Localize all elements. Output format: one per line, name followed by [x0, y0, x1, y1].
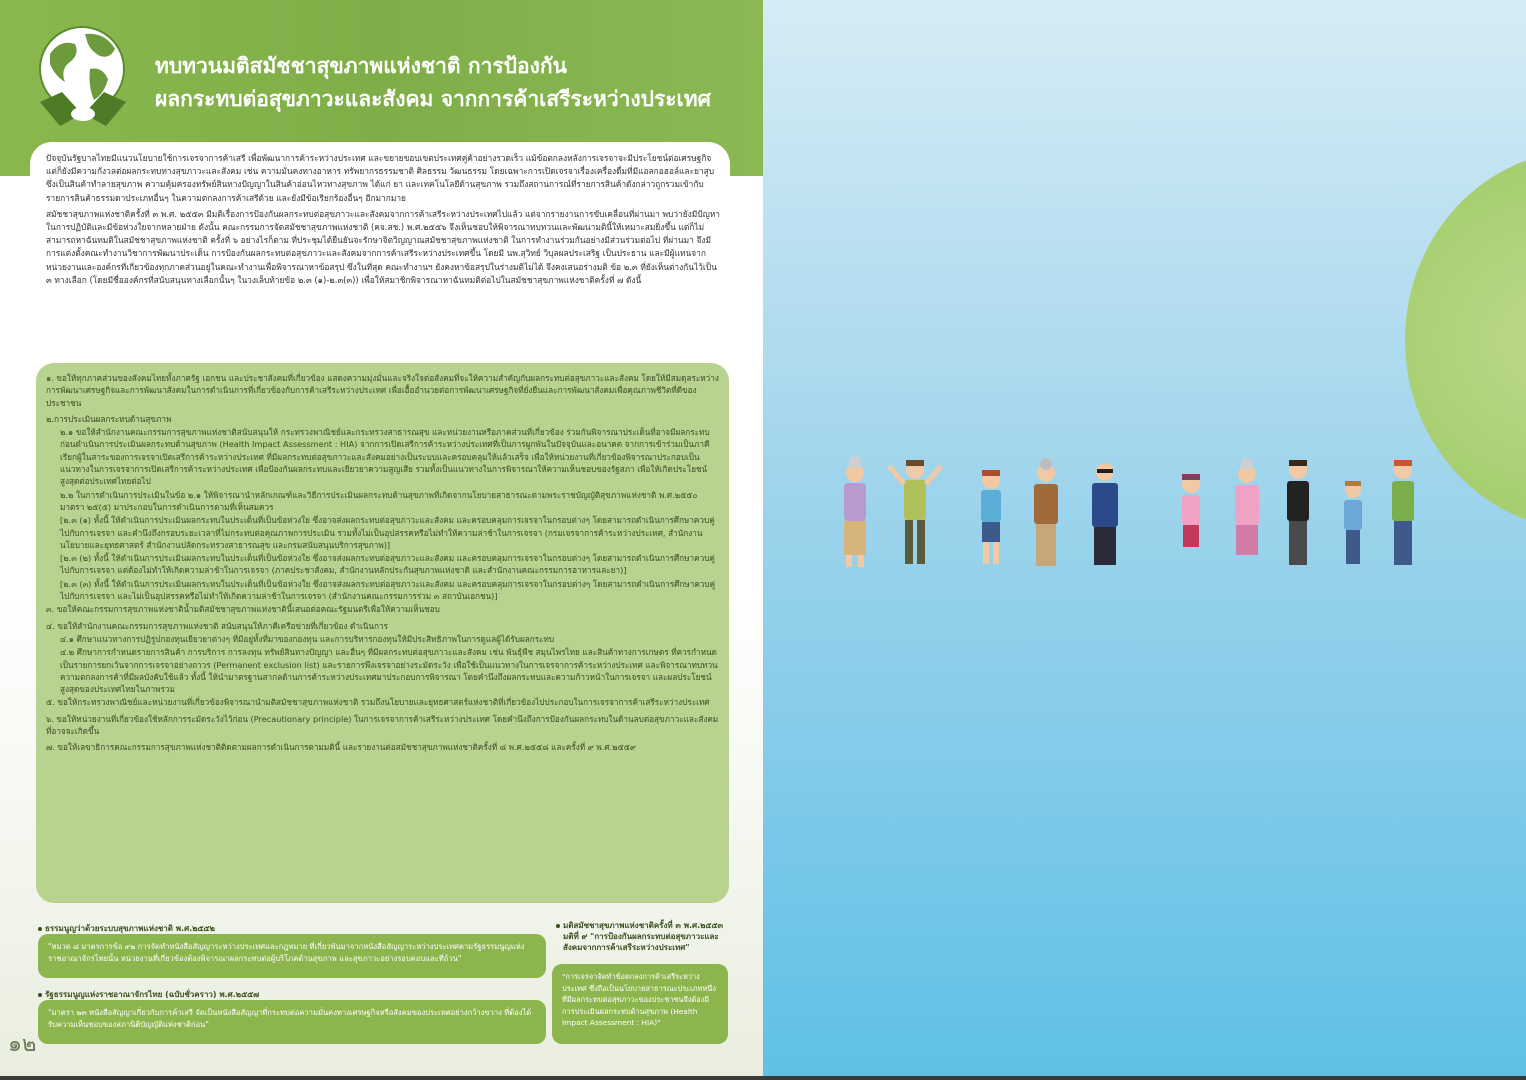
ref-box-b: "มาตรา ๒๓ หนังสือสัญญาเกี่ยวกับการค้าเสรี จัดเป็นหนังสือสัญญาที่กระทบต่อความมั่นคงทางเศรษฐกิจหรือสังคมของประเทศอย่างกว้างขวาง ที่ต้องได้รับความเห็นชอบของสภานิติบัญญัติแห่งชาติก่อน" [38, 1000, 546, 1044]
ref-box-a: "หมวด ๘ มาตรการข้อ ๙๒ การจัดทำหนังสือสัญญาระหว่างประเทศและกฎหมาย ที่เกี่ยวพันมาจากหนังสือสัญญาระหว่างประเทศตามรัฐธรรมนูญแห่งราชอาณาจักรไทยนั้น หน่วยงานที่เกี่ยวข้องต้องพิจารณาผลกระทบต่อผู้บริโภคด้านสุขภาพ และสุขภาวะอย่างรอบคอบและที่ถ้วน" [38, 934, 546, 978]
intro-text [46, 152, 721, 290]
resolution-item: ๓. ขอให้คณะกรรมการสุขภาพแห่งชาติน้ำมติสมัชชาสุขภาพแห่งชาตินี้เสนอต่อคณะรัฐมนตรีเพื่อให้ความเห็นชอบ [46, 604, 440, 615]
title-line-1: ทบทวนมติสมัชชาสุขภาพแห่งชาติ การป้องกัน [155, 54, 567, 78]
ref-box-c: "การเจรจาจัดทำข้อตกลงการค้าเสรีระหว่างประเทศ ซึ่งถือเป็นนโยบายสาธารณะประเภทหนึ่ง ที่มีผลกระทบต่อสุขภาวะของประชาชนจึงต้องมีการประเมินผลกระทบด้านสุขภาพ (Health Impact Assessment : HIA)" [552, 964, 728, 1044]
resolution-item: ๒.๑ ขอให้สำนักงานคณะกรรมการสุขภาพแห่งชาติสนับสนุนให้ กระทรวงพาณิชย์และกระทรวงสาธารณสุข และหน่วยงานหรือภาคส่วนที่เกี่ยวข้อง ร่วมกันพิจารณาประเด็นที่อาจมีผลกระทบก่อนดำเนินการประเมินผลกระทบด้านสุขภาพ (Health Impact Assessment : HIA) จากการเปิดเสรีการค้าระหว่างประเทศที่เป็นการผูกพันในปัจจุบันและอนาคต จากการเข้าร่วมเป็นภาคีเรียกผู้ในสาระของการเจรจาเปิดเสรีการค้าระหว่างประเทศ ที่มีผลกระทบต่อสุขภาวะและสังคมอย่างเป็นระบบและครอบคลุมให้แล้วเสร็จ เพื่อให้หน่วยงานที่เกี่ยวข้องพิจารณาประกอบเป็นแนวทางในการเจรจาการเปิดเสรีการค้าระหว่างประเทศ เพื่อป้องกันผลกระทบและเยียวยาความสูญเสีย รวมทั้งเป็นแนวทางในการพิจารณาให้ความเห็นชอบของรัฐสภา เพื่อให้เกิดประโยชน์สูงสุดต่อประเทศไทยต่อไป [60, 427, 710, 487]
resolution-item: ๔.๑ ศึกษาแนวทางการปฏิรูปกองทุนเยียวยาต่างๆ ที่มีอยู่ทั้งที่มาของกองทุน และการบริหารกองทุนให้มีประสิทธิภาพในการดูแลผู้ได้รับผลกระทบ [60, 633, 555, 644]
resolution-item: [๒.๓ (๑) ทั้งนี้ ให้ดำเนินการประเมินผลกระทบในประเด็นที่เป็นข้อห่วงใย ซึ่งอาจส่งผลกระทบต่อสุขภาวะและสังคม และครอบคลุมการเจรจาในกรอบต่างๆ โดยสามารถดำเนินการศึกษาควบคู่ไปกับการเจรจา และคำนึงถึงกรอบระยะเวลาที่ไม่กระทบต่อคุณภาพการประเมิน รวมทั้งไม่เป็นอุปสรรคหรือไม่ทำให้ความล่าช้าในการเจรจา (กรมเจรจาการค้าระหว่างประเทศ, สำนักงานนโยบายและยุทธศาสตร์ สำนักงานปลัดกระทรวงสาธารณสุข และกรมสนับสนุนบริการสุขภาพ)] [60, 515, 715, 550]
resolution-item: ๖. ขอให้หน่วยงานที่เกี่ยวข้องใช้หลักการระมัดระวังไว้ก่อน (Precautionary principle) ในการเจรจาการค้าเสรีระหว่างประเทศ โดยคำนึงถึงการป้องกันผลกระทบในด้านลบต่อสุขภาวะและสังคมที่อาจจะเกิดขึ้น [46, 713, 719, 737]
resolution-item: ๔.๒ ศึกษาการกำหนดรายการสินค้า การบริการ การลงทุน ทรัพย์สินทางปัญญา และอื่นๆ ที่มีผลกระทบต่อสุขภาวะและสังคม เช่น พันธุ์พืช สมุนไพรไทย และสินค้าทางการเกษตร ที่ควรกำหนดเป็นรายการยกเว้นจากการเจรจาอย่างถาวร (Permanent exclusion list) และรายการพึงเจรจาอย่างระมัดระวัง เพื่อใช้เป็นแนวทางในการเจรจาการค้าระหว่างประเทศ และพิจารณาทบทวนความตกลงการค้าที่มีผลบังคับใช้แล้ว ทั้งนี้ ให้นำมาตรฐานสากลด้านการค้าระหว่างประเทศมาประกอบการพิจารณา โดยคำนึงถึงผลกระทบและความก้าวหน้าในการเจรจา และผลประโยชน์สูงสุดของประเทศไทยในภาพรวม [60, 647, 718, 695]
resolution-item: ๕. ขอให้กระทรวงพาณิชย์และหน่วยงานที่เกี่ยวข้องพิจารณานำมติสมัชชาสุขภาพแห่งชาติ รวมถึงนโยบายและยุทธศาสตร์แห่งชาติที่เกี่ยวข้องไปประกอบในการเจรจาการค้าเสรีระหว่างประเทศ [46, 697, 710, 708]
intro-paragraph: สมัชชาสุขภาพแห่งชาติครั้งที่ ๓ พ.ศ. ๒๕๕๓ มีมติเรื่องการป้องกันผลกระทบต่อสุขภาวะและสังคมจากการค้าเสรีระหว่างประเทศไปแล้ว แต่จากรายงานการขับเคลื่อนที่ผ่านมา พบว่ายังมีปัญหาในการปฏิบัติและมีข้อห่วงใยจากหลายฝ่าย ดังนั้น คณะกรรมการจัดสมัชชาสุขภาพแห่งชาติ (คจ.สช.) พ.ศ.๒๕๕๖ จึงเห็นชอบให้พิจารณาทบทวนและพัฒนามตินี้ให้เหมาะสมยิ่งขึ้น แต่ก็ไม่สามารถหาฉันทมติในสมัชชาสุขภาพแห่งชาติ ครั้งที่ ๖ อย่างไรก็ตาม ที่ประชุมได้ยืนยันจะรักษาจิตวิญญาณสมัชชาสุขภาพแห่งชาติ ในการทำงานร่วมกันอย่างมีส่วนร่วมต่อไป ที่ผ่านมา จึงมีการแต่งตั้งคณะทำงานวิชาการพัฒนาประเด็น การป้องกันผลกระทบต่อสุขภาวะและสังคมจากการค้าเสรีระหว่างประเทศขึ้น โดยมี นพ.สุวิทย์ วิบุลผลประเสริฐ เป็นประธาน และมีผู้แทนจากหน่วยงานและองค์กรที่เกี่ยวข้องทุกภาคส่วนอยู่ในคณะทำงานเพื่อพิจารณาหาข้อสรุป ซึ่งในที่สุด คณะทำงานฯ ยังคงหาข้อสรุปในร่างมติไม่ได้ จึงคงเสนอร่างมติ ข้อ ๒.๓ ที่ยังเห็นต่างกันไว้เป็น ๓ ทางเลือก (โดยมีชื่อองค์กรที่สนับสนุนทางเลือกนั้นๆ ในวงเล็บท้ายข้อ ๒.๓ (๑)-๒.๓(๓)) เพื่อให้สมาชิกพิจารณาหาฉันทมติต่อไปในสมัชชาสุขภาพแห่งชาติครั้งที่ ๗ ดังนี้ [46, 208, 720, 285]
person-figure [1235, 458, 1259, 555]
ref-title-b: รัฐธรรมนูญแห่งราชอาณาจักรไทย (ฉบับชั่วคราว) พ.ศ.๒๕๕๗ [38, 988, 259, 1001]
ref-title-c: มติสมัชชาสุขภาพแห่งชาติครั้งที่ ๓ พ.ศ.๒๕๕๓ มติที่ ๙ "การป้องกันผลกระทบต่อสุขภาวะและสังคมจากการค้าเสรีระหว่างประเทศ" [556, 920, 726, 953]
person-figure [1034, 458, 1058, 566]
person-figure [1344, 481, 1362, 564]
person-figure [1392, 460, 1414, 565]
intro-paragraph: ปัจจุบันรัฐบาลไทยมีแนวนโยบายใช้การเจรจาการค้าเสรี เพื่อพัฒนาการค้าระหว่างประเทศ และขยายขอบเขตประเทศคู่ค้าอย่างรวดเร็ว แม้ข้อตกลงหลังการเจรจาจะมีประโยชน์ต่อเศรษฐกิจ แต่ก็ยังมีความกังวลต่อผลกระทบทางสุขภาวะและสังคม เช่น ความมั่นคงทางอาหาร ทรัพยากรธรรมชาติ ศิลธรรม วัฒนธรรม โดยเฉพาะการเปิดเจรจาเรื่องเครื่องดื่มที่มีแอลกอฮอล์และยาสูบ ซึ่งเป็นสินค้าทำลายสุขภาพ ความคุ้มครองทรัพย์สินทางปัญญาในสินค้าอ่อนไหวทางสุขภาพ ได้แก่ ยา และเทคโนโลยีด้านสุขภาพ รวมถึงสถานการณ์ที่รายการสินค้าดังกล่าวถูกรวมเข้ากับรายการสินค้าธรรมดาประเภทอื่นๆ ในความตกลงการค้าเสรีด้วย และยังมีข้อเรียกร้องอื่นๆ อีกมากมาย [46, 153, 715, 203]
people-illustration [823, 440, 1443, 580]
globe-handshake-icon [30, 14, 140, 144]
title-line-2: ผลกระทบต่อสุขภาวะและสังคม จากการค้าเสรีระหว่างประเทศ [155, 87, 711, 111]
person-figure [1092, 463, 1118, 565]
resolution-item: ๗. ขอให้เลขาธิการคณะกรรมการสุขภาพแห่งชาติติดตามผลการดำเนินการตามมตินี้ และรายงานต่อสมัชชาสุขภาพแห่งชาติครั้งที่ ๘ พ.ศ.๒๕๕๘ และครั้งที่ ๙ พ.ศ.๒๕๕๙ [46, 742, 636, 753]
right-page [763, 0, 1526, 1080]
page-number: ๑๒ [8, 1032, 37, 1057]
resolution-item: ๒.๒ ในการดำเนินการประเมินในข้อ ๒.๑ ให้พิจารณานำหลักเกณฑ์และวิธีการประเมินผลกระทบด้านสุขภาพที่เกิดจากนโยบายสาธารณะตามพระราชบัญญัติสุขภาพแห่งชาติ พ.ศ.๒๕๕๐ มาตรา ๒๕(๕) มาประกอบในการดำเนินการตามที่เห็นสมควร [60, 489, 698, 512]
person-figure [1287, 460, 1309, 565]
resolution-item: ๑. ขอให้ทุกภาคส่วนของสังคมไทยทั้งภาครัฐ เอกชน และประชาสังคมที่เกี่ยวข้อง แสดงความมุ่งมั่นและจริงใจต่อสังคมที่จะให้ความสำคัญกับผลกระทบต่อสุขภาวะและสังคม โดยให้มีสมดุลระหว่างการพัฒนาเศรษฐกิจและการพัฒนาสังคมในการดำเนินการที่เกี่ยวข้องกับการค้าเสรีระหว่างประเทศ เพื่อเอื้ออำนวยต่อการพัฒนาเศรษฐกิจที่ยั่งยืนและการพัฒนาสังคมเพื่อคุณภาพชีวิตที่ดีของประชาชน [46, 373, 719, 408]
resolution-item: ๔. ขอให้สำนักงานคณะกรรมการสุขภาพแห่งชาติ สนับสนุนให้ภาคีเครือข่ายที่เกี่ยวข้อง ดำเนินการ [46, 620, 388, 631]
page-title [155, 50, 711, 116]
person-figure [981, 470, 1001, 564]
ref-title-a: ธรรมนูญว่าด้วยระบบสุขภาพแห่งชาติ พ.ศ.๒๕๕๒ [38, 922, 215, 935]
resolution-item: [๒.๓ (๓) ทั้งนี้ ให้ดำเนินการประเมินผลกระทบในประเด็นที่เป็นข้อห่วงใย ซึ่งอาจส่งผลกระทบต่อสุขภาวะและสังคม และครอบคลุมการเจรจาในกรอบต่างๆ โดยสามารถดำเนินการศึกษาควบคู่ไปกับการเจรจา และไม่เป็นอุปสรรคหรือไม่ทำให้เกิดความล่าช้าในการเจรจา (สำนักงานคณะกรรมการร่วม ๓ สถาบันเอกชน)] [60, 578, 716, 602]
person-figure [1182, 474, 1200, 547]
person-figure [889, 460, 941, 564]
bottom-rule [0, 1076, 1526, 1080]
resolution-text [46, 372, 722, 758]
person-figure [844, 456, 866, 567]
resolution-item: ๒.การประเมินผลกระทบด้านสุขภาพ [46, 413, 172, 424]
resolution-item: [๒.๓ (๒) ทั้งนี้ ให้ดำเนินการประเมินผลกระทบในประเด็นที่เป็นข้อห่วงใย ซึ่งอาจส่งผลกระทบต่อสุขภาวะและสังคม และครอบคลุมการเจรจาในกรอบต่างๆ โดยสามารถดำเนินการศึกษาควบคู่ไปกับการเจรจา แต่ต้องไม่ทำให้เกิดความล่าช้าในการเจรจา (ภาคประชาสังคม, สำนักงานหลักประกันสุขภาพแห่งชาติ และสำนักงานคณะกรรมการอาหารและยา)] [60, 553, 715, 576]
